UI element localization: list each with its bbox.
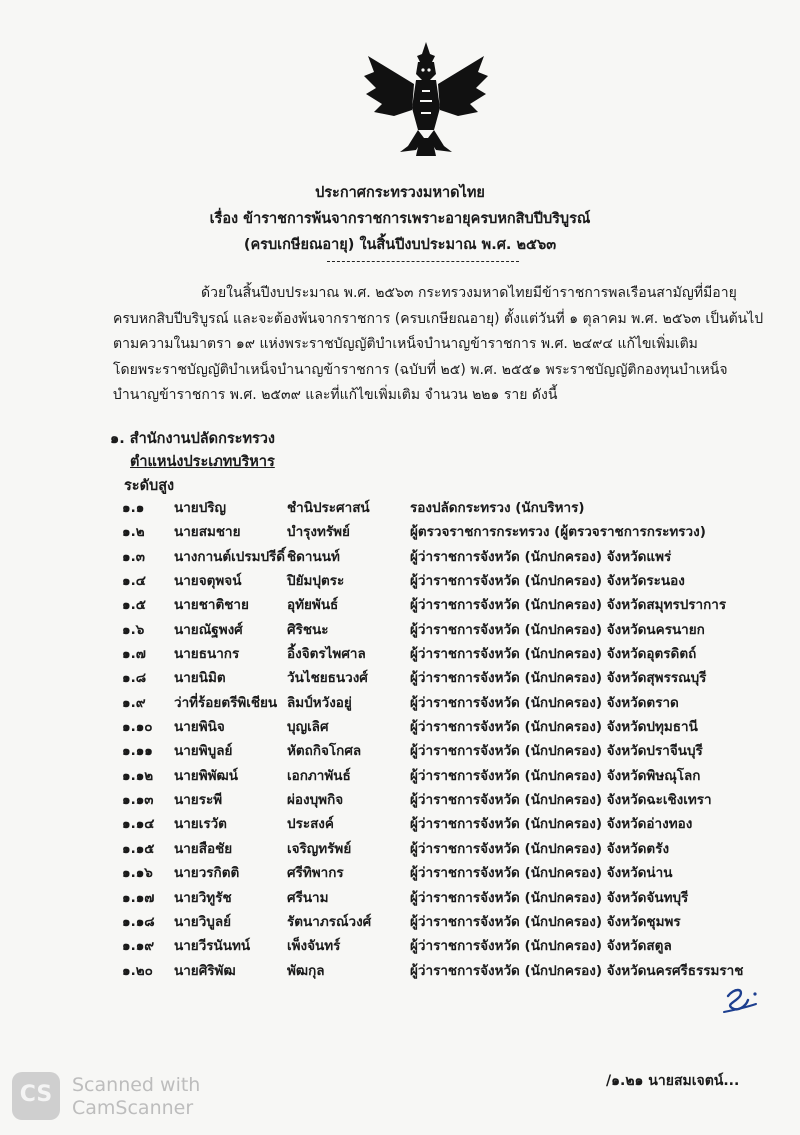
- list-item: [122, 785, 762, 809]
- list-item: [122, 956, 762, 980]
- watermark-line-1: Scanned with: [72, 1074, 201, 1096]
- last-name: ประสงค์: [287, 816, 334, 833]
- intro-line: ครบหกสิบปีบริบูรณ์ และจะต้องพ้นจากราชการ (ครบเกษียณอายุ) ตั้งแต่วันที่ ๑ ตุลาคม พ.ศ. ๒๕๖๓ เป็นต้นไป: [113, 310, 764, 327]
- item-number: ๑.๓: [122, 548, 145, 565]
- camscanner-logo-icon: [12, 1072, 60, 1120]
- first-name: นายนิมิต: [174, 670, 226, 687]
- position-title: ผู้ว่าราชการจังหวัด (นักปกครอง) จังหวัดฉะเชิงเทรา: [410, 792, 712, 809]
- list-item: [122, 712, 762, 736]
- last-name: ผ่องบุพกิจ: [287, 792, 344, 809]
- item-number: ๑.๑๖: [122, 865, 153, 882]
- last-name: ชิดานนท์: [287, 548, 340, 565]
- position-title: ผู้ตรวจราชการกระทรวง (ผู้ตรวจราชการกระทรวง): [410, 524, 706, 541]
- watermark-line-2: CamScanner: [72, 1097, 194, 1119]
- camscanner-logo-text: CS: [19, 1082, 53, 1107]
- first-name: นายพิบูลย์: [174, 743, 233, 760]
- last-name: ศรีนาม: [287, 889, 329, 906]
- list-item: [122, 517, 762, 541]
- first-name: นายวรกิตติ: [174, 865, 240, 882]
- list-item: [122, 907, 762, 931]
- first-name: นายธนากร: [174, 646, 240, 663]
- list-item: [122, 858, 762, 882]
- item-number: ๑.๑๙: [122, 938, 155, 955]
- item-number: ๑.๑๐: [122, 719, 153, 736]
- last-name: เจริญทรัพย์: [287, 840, 352, 857]
- last-name: บุญเลิศ: [287, 719, 329, 736]
- position-title: ผู้ว่าราชการจังหวัด (นักปกครอง) จังหวัดระนอง: [410, 573, 685, 590]
- first-name: นายเรวัต: [174, 816, 227, 833]
- item-number: ๑.๑๗: [122, 889, 155, 906]
- first-name: นายพินิจ: [174, 719, 225, 736]
- item-number: ๑.๖: [122, 621, 145, 638]
- first-name: นายสมชาย: [174, 524, 241, 541]
- item-number: ๑.๕: [122, 597, 146, 614]
- item-number: ๑.๑๕: [122, 840, 155, 857]
- first-name: นายปริญ: [174, 500, 227, 516]
- last-name: วันไชยธนวงศ์: [287, 670, 368, 687]
- first-name: นายวิทูรัช: [174, 889, 232, 906]
- position-title: ผู้ว่าราชการจังหวัด (นักปกครอง) จังหวัดปราจีนบุรี: [410, 743, 703, 760]
- last-name: พัฒกุล: [287, 962, 325, 979]
- position-type-heading: ตำแหน่งประเภทบริหาร: [130, 454, 275, 470]
- position-title: ผู้ว่าราชการจังหวัด (นักปกครอง) จังหวัดตราด: [410, 694, 679, 711]
- intro-line: ตามความในมาตรา ๑๙ แห่งพระราชบัญญัติบำเหน็จบำนาญข้าราชการ พ.ศ. ๒๔๙๔ แก้ไขเพิ่มเติม: [113, 336, 698, 352]
- position-title: ผู้ว่าราชการจังหวัด (นักปกครอง) จังหวัดสตูล: [410, 938, 672, 955]
- first-name: นายสือชัย: [174, 840, 233, 857]
- dashed-divider: [327, 261, 519, 262]
- first-name: นายวีรนันทน์: [174, 938, 251, 955]
- item-number: ๑.๗: [122, 646, 146, 663]
- list-item: [122, 883, 762, 907]
- notice-title: ประกาศกระทรวงมหาดไทย: [315, 185, 485, 201]
- last-name: บำรุงทรัพย์: [287, 524, 350, 541]
- position-title: ผู้ว่าราชการจังหวัด (นักปกครอง) จังหวัดอ่างทอง: [410, 816, 693, 833]
- first-name: นายจตุพจน์: [174, 573, 242, 590]
- last-name: ศรีทิพากร: [287, 865, 344, 882]
- list-item: [122, 566, 762, 590]
- intro-line: บำนาญข้าราชการ พ.ศ. ๒๕๓๙ และที่แก้ไขเพิ่มเติม จำนวน ๒๒๑ ราย ดังนี้: [113, 387, 558, 403]
- list-item: [122, 542, 762, 566]
- list-item: [122, 834, 762, 858]
- position-title: ผู้ว่าราชการจังหวัด (นักปกครอง) จังหวัดพิษณุโลก: [410, 767, 701, 784]
- item-number: ๑.๑๑: [122, 743, 153, 760]
- item-number: ๑.๑: [122, 500, 145, 516]
- last-name: เพ็งจันทร์: [287, 938, 341, 955]
- position-title: ผู้ว่าราชการจังหวัด (นักปกครอง) จังหวัดน่าน: [410, 865, 673, 882]
- first-name: นายณัฐพงศ์: [174, 621, 243, 638]
- item-number: ๑.๒๐: [122, 962, 153, 979]
- position-title: รองปลัดกระทรวง (นักบริหาร): [410, 500, 585, 516]
- item-number: ๑.๔: [122, 573, 146, 590]
- position-title: ผู้ว่าราชการจังหวัด (นักปกครอง) จังหวัดแพร่: [410, 548, 672, 565]
- intro-line: โดยพระราชบัญญัติบำเหน็จบำนาญข้าราชการ (ฉบับที่ ๒๕) พ.ศ. ๒๕๕๑ พระราชบัญญัติกองทุนบำเหน็จ: [113, 361, 728, 378]
- item-number: ๑.๑๒: [122, 767, 154, 784]
- last-name: ชำนิประศาสน์: [287, 500, 370, 516]
- list-item: [122, 493, 762, 517]
- first-name: นายชาติชาย: [174, 597, 249, 614]
- level-heading: ระดับสูง: [124, 478, 175, 494]
- watermark-text: [72, 1074, 200, 1120]
- first-name: นายระพี: [174, 792, 223, 809]
- position-title: ผู้ว่าราชการจังหวัด (นักปกครอง) จังหวัดตรัง: [410, 840, 670, 857]
- notice-subject-continued: (ครบเกษียณอายุ) ในสิ้นปีงบประมาณ พ.ศ. ๒๕๖๓: [243, 237, 557, 253]
- item-number: ๑.๒: [122, 524, 145, 541]
- intro-paragraph: [113, 281, 764, 409]
- last-name: อิ้งจิตรไพศาล: [287, 646, 366, 663]
- list-item: [122, 736, 762, 760]
- list-item: [122, 688, 762, 712]
- item-number: ๑.๘: [122, 670, 147, 687]
- last-name: รัตนาภรณ์วงศ์: [287, 913, 372, 930]
- notice-subject: เรื่อง ข้าราชการพ้นจากราชการเพราะอายุครบหกสิบปีบริบูรณ์: [209, 211, 591, 227]
- retiree-list: [122, 493, 762, 980]
- position-title: ผู้ว่าราชการจังหวัด (นักปกครอง) จังหวัดชุมพร: [410, 913, 681, 930]
- first-name: ว่าที่ร้อยตรีพิเชียน: [174, 694, 278, 711]
- position-title: ผู้ว่าราชการจังหวัด (นักปกครอง) จังหวัดอุตรดิตถ์: [410, 646, 697, 663]
- last-name: หัตถกิจโกศล: [287, 743, 362, 760]
- list-item: [122, 809, 762, 833]
- list-item: [122, 931, 762, 955]
- camscanner-watermark: [12, 1072, 222, 1124]
- position-title: ผู้ว่าราชการจังหวัด (นักปกครอง) จังหวัดนครศรีธรรมราช: [410, 962, 744, 979]
- last-name: เอกภาพันธ์: [287, 767, 351, 784]
- position-title: ผู้ว่าราชการจังหวัด (นักปกครอง) จังหวัดจันทบุรี: [410, 889, 689, 906]
- item-number: ๑.๑๔: [122, 816, 155, 833]
- last-name: อุทัยพันธ์: [287, 597, 339, 614]
- item-number: ๑.๙: [122, 694, 146, 711]
- continued-note: /๑.๒๑ นายสมเจตน์...: [606, 1073, 740, 1089]
- section-title: ๑. สำนักงานปลัดกระทรวง: [110, 431, 276, 447]
- item-number: ๑.๑๘: [122, 913, 155, 930]
- list-item: [122, 590, 762, 614]
- first-name: นายศิริพัฒ: [174, 962, 236, 979]
- signature-initials-icon: [718, 982, 762, 1018]
- last-name: ลิมป์หวังอยู่: [287, 694, 352, 711]
- last-name: ศิริชนะ: [287, 621, 329, 638]
- position-title: ผู้ว่าราชการจังหวัด (นักปกครอง) จังหวัดนครนายก: [410, 621, 705, 638]
- position-title: ผู้ว่าราชการจังหวัด (นักปกครอง) จังหวัดปทุมธานี: [410, 719, 698, 736]
- first-name: นายวิบูลย์: [174, 913, 232, 930]
- intro-line: ด้วยในสิ้นปีงบประมาณ พ.ศ. ๒๕๖๓ กระทรวงมหาดไทยมีข้าราชการพลเรือนสามัญที่มีอายุ: [201, 285, 737, 301]
- last-name: ปิยัมปุตระ: [287, 573, 345, 590]
- list-item: [122, 615, 762, 639]
- list-item: [122, 663, 762, 687]
- first-name: นายพิพัฒน์: [174, 767, 238, 784]
- garuda-emblem-icon: [360, 38, 492, 158]
- list-item: [122, 639, 762, 663]
- first-name: นางกานต์เปรมปรีดิ์: [174, 548, 286, 565]
- position-title: ผู้ว่าราชการจังหวัด (นักปกครอง) จังหวัดสุพรรณบุรี: [410, 670, 707, 687]
- position-title: ผู้ว่าราชการจังหวัด (นักปกครอง) จังหวัดสมุทรปราการ: [410, 597, 727, 614]
- list-item: [122, 761, 762, 785]
- item-number: ๑.๑๓: [122, 792, 154, 809]
